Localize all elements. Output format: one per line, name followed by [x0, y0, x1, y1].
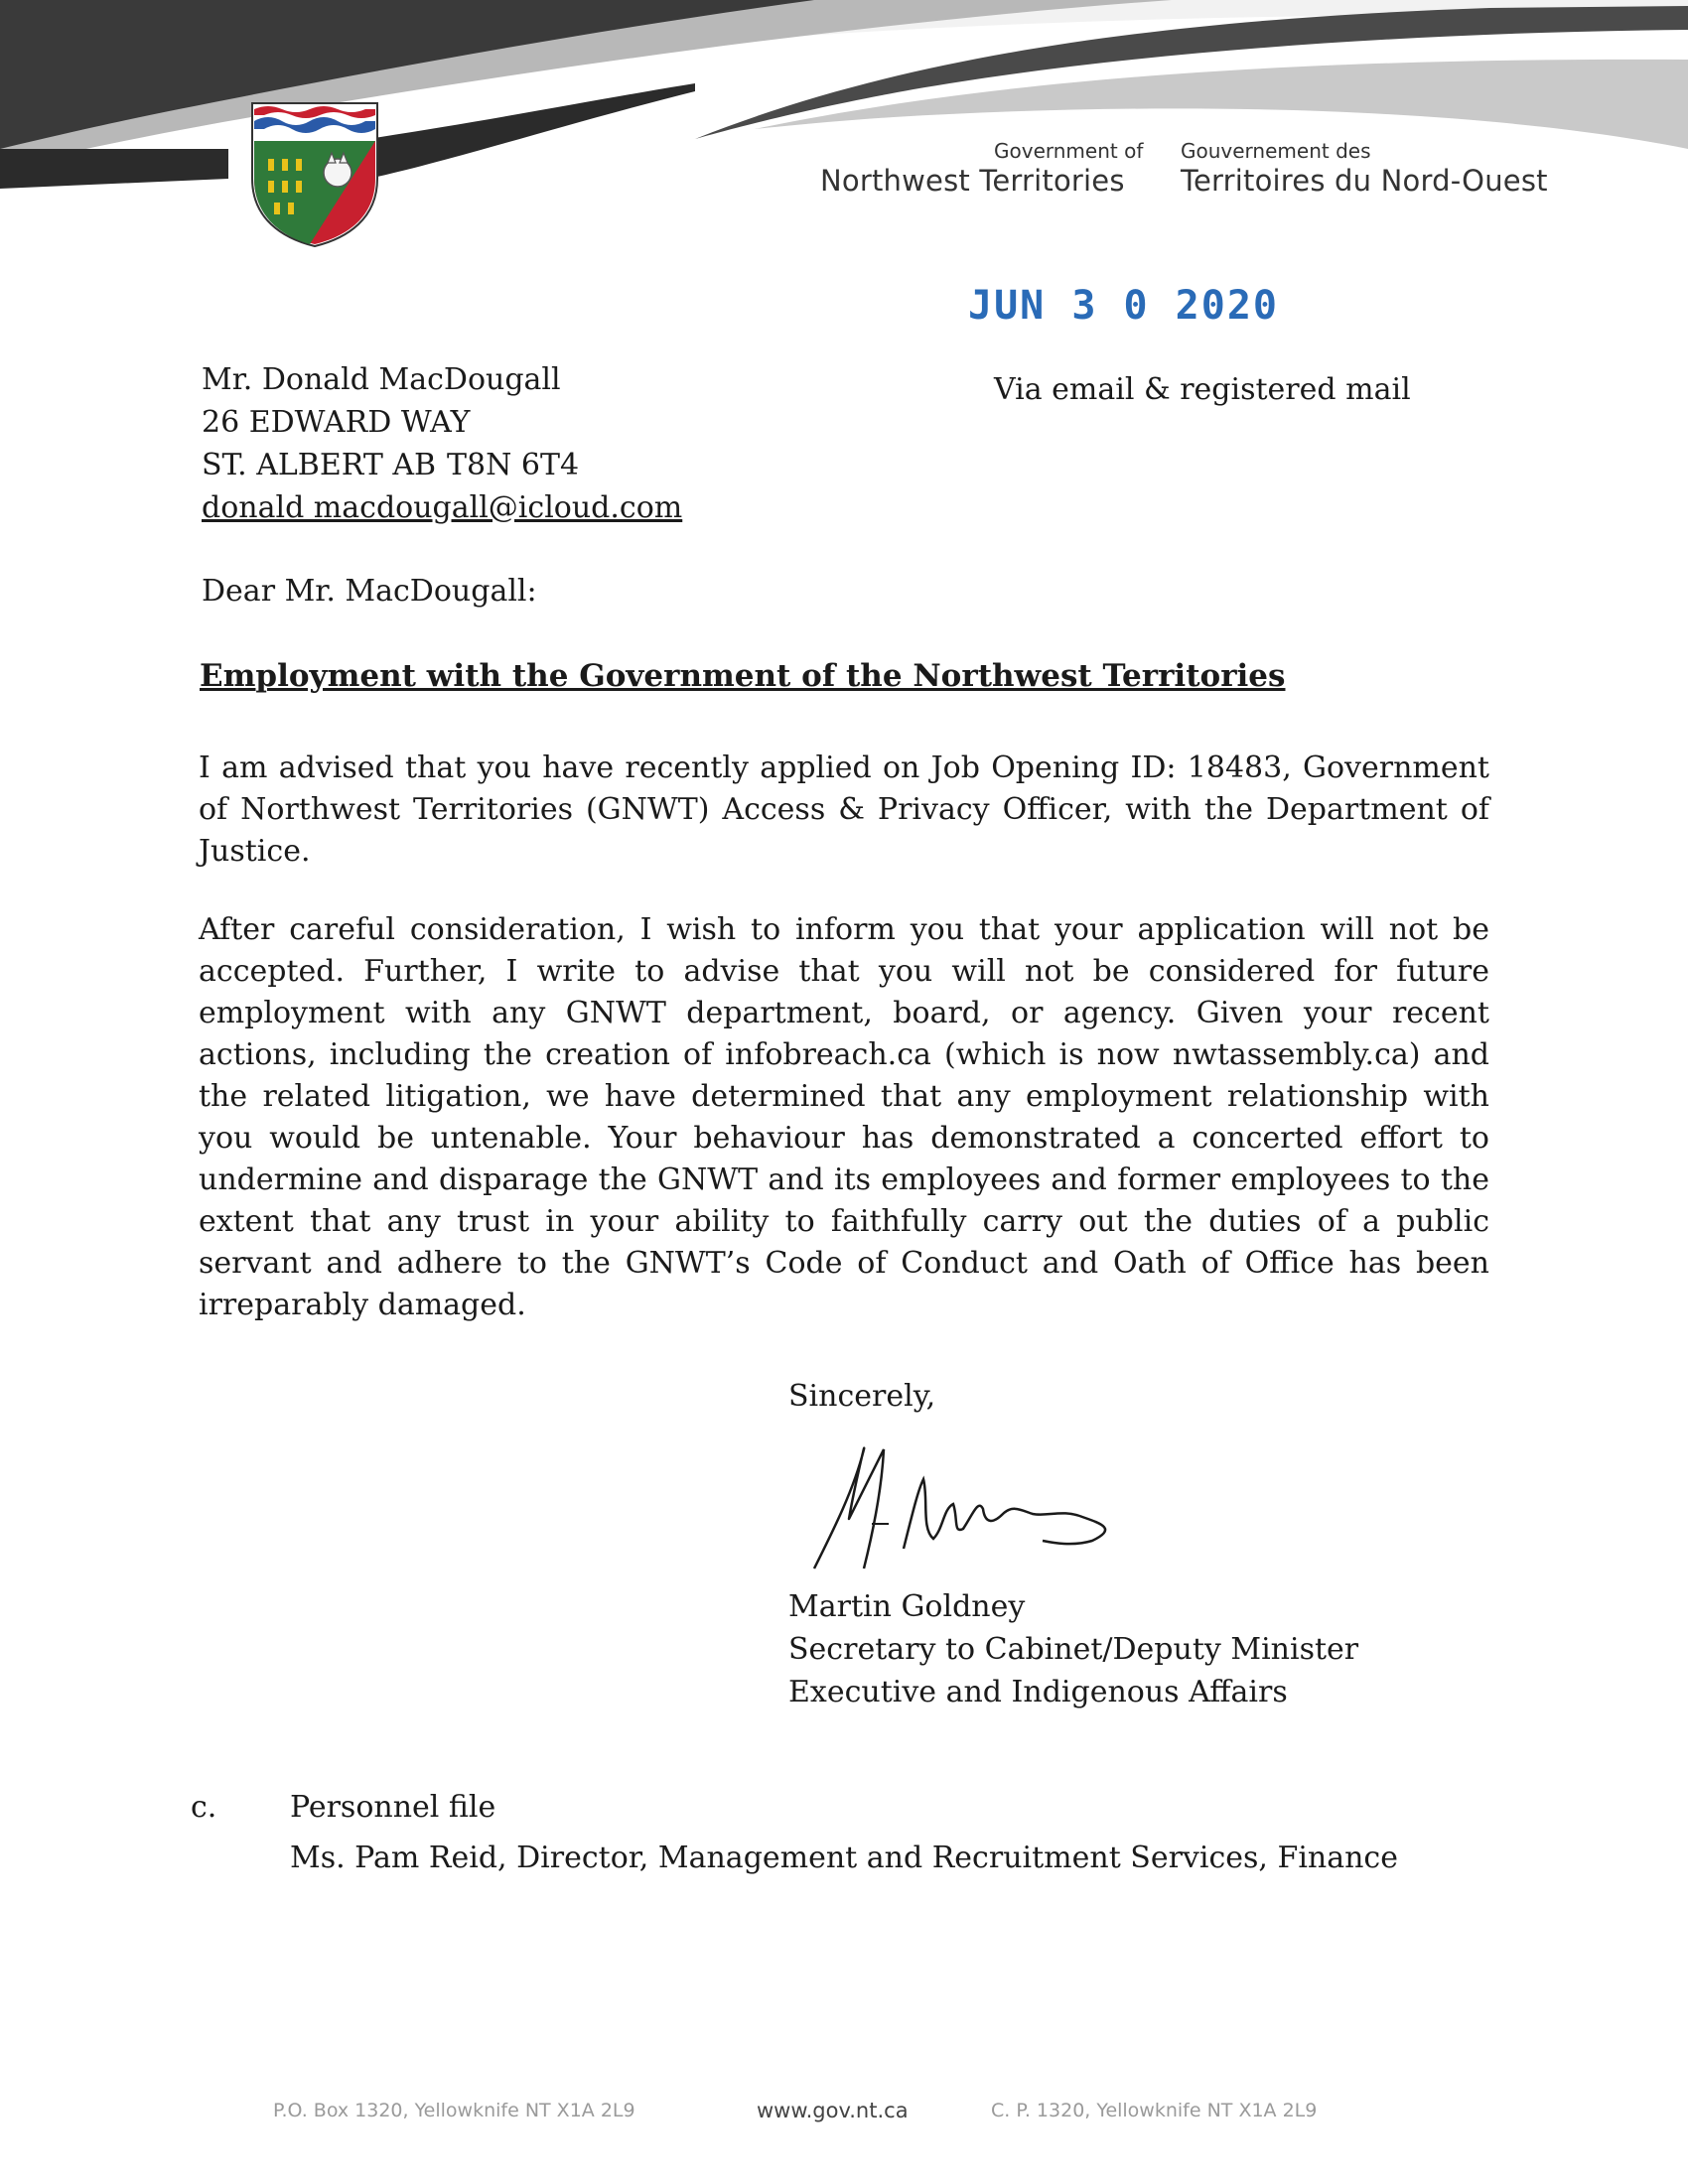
- recipient-name: Mr. Donald MacDougall: [202, 362, 561, 397]
- signer-title: Secretary to Cabinet/Deputy Minister: [788, 1632, 1359, 1667]
- delivery-method: Via email & registered mail: [994, 372, 1411, 407]
- coat-of-arms-icon: [250, 101, 379, 248]
- gov-fr-small: Gouvernement des: [1181, 139, 1371, 163]
- gov-en-small: Government of: [994, 139, 1144, 163]
- body-paragraph-1: I am advised that you have recently applied on Job Opening ID: 18483, Government of Northwest Territories (GNWT) Access & Privacy Officer, with the Department of Justice.: [199, 751, 1489, 869]
- recipient-city: ST. ALBERT AB: [202, 448, 437, 482]
- footer-address-fr: C. P. 1320, Yellowknife NT X1A 2L9: [991, 2100, 1318, 2121]
- signature-graphic: [794, 1430, 1172, 1588]
- salutation: Dear Mr. MacDougall:: [202, 574, 537, 609]
- footer-website-link[interactable]: www.gov.nt.ca: [757, 2099, 909, 2122]
- cc-recipient-1: Personnel file: [290, 1790, 496, 1825]
- subject-heading: Employment with the Government of the Northwest Territories: [200, 658, 1286, 694]
- valediction: Sincerely,: [788, 1379, 936, 1414]
- date-stamp: JUN 3 0 2020: [968, 283, 1279, 329]
- cc-label: c.: [191, 1790, 217, 1825]
- cc-recipient-2: Ms. Pam Reid, Director, Management and Recruitment Services, Finance: [290, 1841, 1398, 1875]
- signer-name: Martin Goldney: [788, 1589, 1026, 1624]
- gov-en-large: Northwest Territories: [820, 164, 1125, 198]
- gov-fr-large: Territoires du Nord-Ouest: [1181, 164, 1548, 198]
- footer-address-en: P.O. Box 1320, Yellowknife NT X1A 2L9: [273, 2100, 635, 2121]
- recipient-postal: T8N 6T4: [447, 448, 580, 482]
- recipient-email-link[interactable]: donald macdougall@icloud.com: [202, 490, 683, 525]
- signer-department: Executive and Indigenous Affairs: [788, 1675, 1288, 1709]
- recipient-street: 26 EDWARD WAY: [202, 405, 471, 440]
- body-paragraph-2: After careful consideration, I wish to inform you that your application will not be accepted. Further, I write to advise that you will not be considered for future employment with any GNWT department, board, or agency. Given your recent actions, including the creation of infobreach.ca (which is now nwtassembly.ca) and the related litigation, we have determined that any employment relationship with you would be untenable. Your behaviour has demonstrated a concerted effort to undermine and disparage the GNWT and its employees and former employees to the extent that any trust in your ability to faithfully carry out the duties of a public servant and adhere to the GNWT’s Code of Conduct and Oath of Office has been irreparably damaged.: [199, 912, 1489, 1322]
